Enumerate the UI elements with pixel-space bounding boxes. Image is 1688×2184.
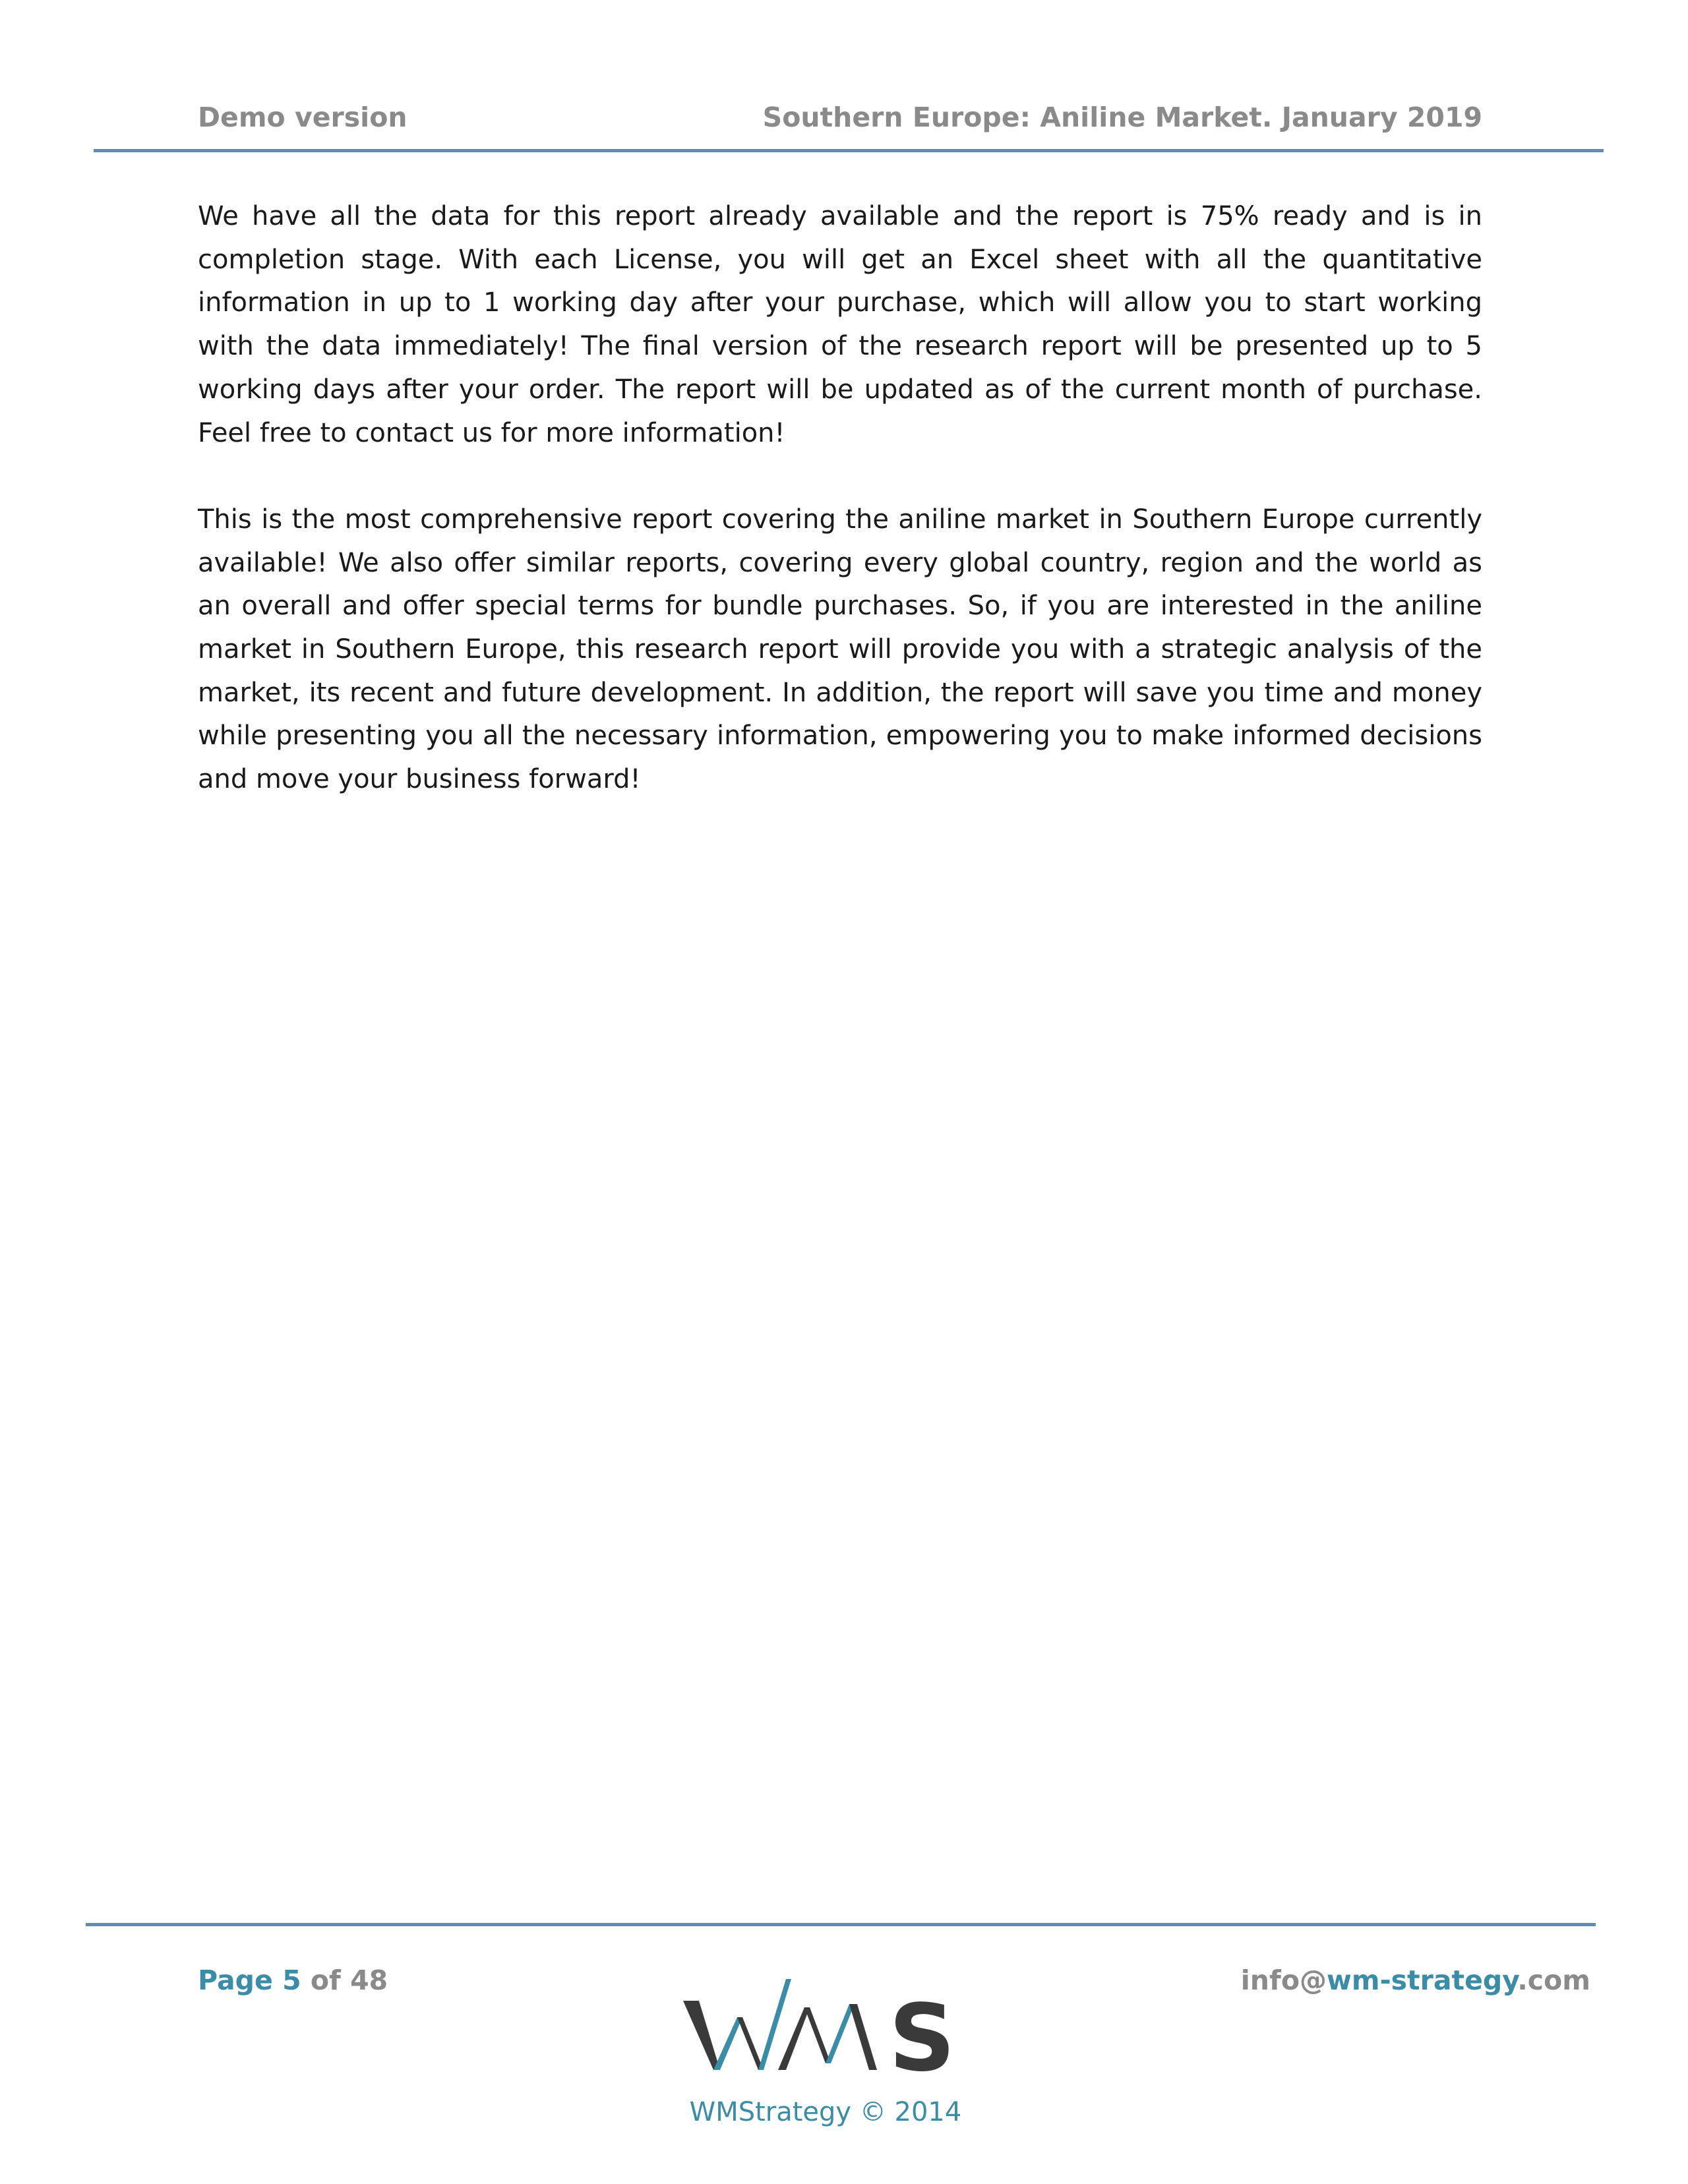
contact-email[interactable] — [1241, 1962, 1590, 1999]
header-doc-status: Demo version — [198, 102, 407, 133]
body-paragraph: We have all the data for this report already available and the report is 75% ready and is in completion stage. With each License, you will get an Excel sheet with all the quantitative information in up to 1 working day after your purchase, which will allow you to start working with the data immediately! The final version of the research report will be presented up to 5 working days after your order. The report will be updated as of the current month of purchase. Feel free to contact us for more information! — [198, 201, 1482, 448]
page-total: of 48 — [310, 1964, 388, 1996]
header-report-title: Southern Europe: Aniline Market. January 2019 — [762, 102, 1482, 133]
page-number: 5 — [282, 1964, 301, 1996]
email-user: info@ — [1240, 1964, 1327, 1996]
email-tld: .com — [1517, 1964, 1590, 1996]
body-paragraph: This is the most comprehensive report covering the aniline market in Southern Europe currently available! We also offer similar reports, covering every global country, region and the world as an overall and offer special terms for bundle purchases. So, if you are interested in the aniline market in Southern Europe, this research report will provide you with a strategic analysis of the market, its recent and future development. In addition, the report will save you time and money while presenting you all the necessary information, empowering you to make informed decisions and move your business forward! — [198, 504, 1482, 795]
logo-caption: WMStrategy © 2014 — [689, 2097, 962, 2127]
body-content — [198, 195, 1482, 845]
page-prefix: Page — [198, 1964, 273, 1996]
footer-divider — [86, 1923, 1596, 1926]
header-divider — [94, 149, 1604, 152]
page-indicator — [198, 1962, 388, 1999]
wms-logo-mark-icon — [679, 1971, 1009, 2103]
svg-text:S: S — [889, 1985, 955, 2092]
email-domain: wm-strategy — [1326, 1964, 1518, 1996]
